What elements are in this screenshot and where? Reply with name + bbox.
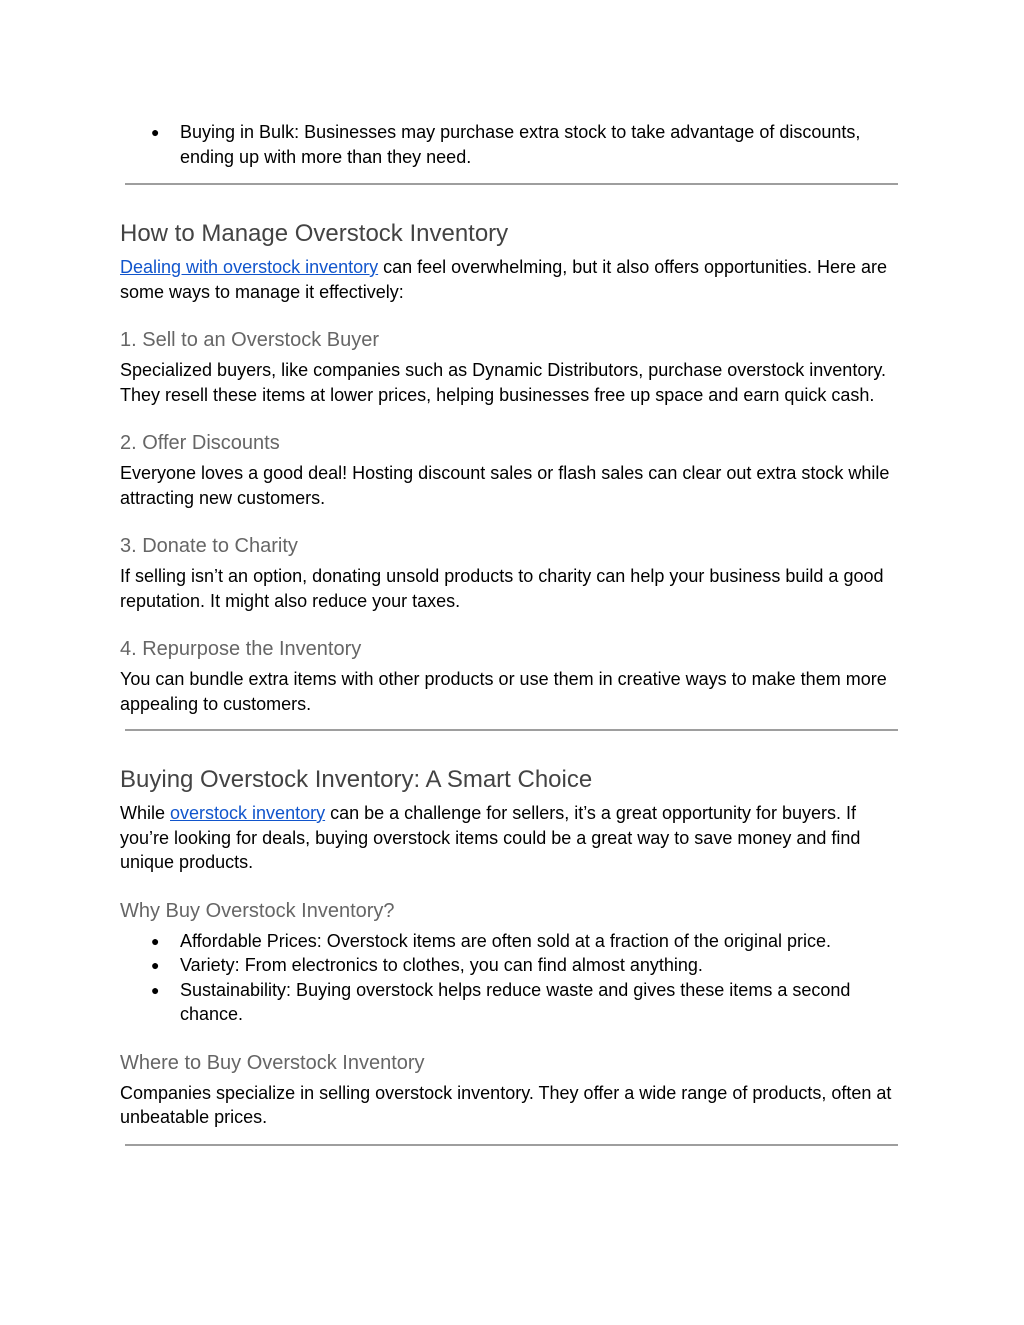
horizontal-rule — [125, 1144, 898, 1146]
dealing-with-overstock-link[interactable]: Dealing with overstock inventory — [120, 257, 379, 277]
discounts-paragraph: Everyone loves a good deal! Hosting discount sales or flash sales can clear out extra stock while attracting new customers. — [120, 463, 890, 508]
list-item — [151, 978, 910, 1027]
repurpose-paragraph: You can bundle extra items with other products or use them in creative ways to make them more appealing to customers. — [120, 669, 887, 714]
manage-intro-paragraph — [120, 255, 910, 304]
horizontal-rule — [125, 729, 898, 731]
bullet-icon: ● — [151, 981, 160, 998]
list-item — [151, 120, 910, 169]
list-item-text: Buying in Bulk: Businesses may purchase extra stock to take advantage of discounts, ending up with more than they need. — [180, 122, 861, 167]
section-heading-buying: Buying Overstock Inventory: A Smart Choice — [120, 766, 593, 793]
manage-intro-text: can feel overwhelming, but it also offers opportunities. Here are some ways to manage it effectively: — [120, 257, 888, 302]
list-item-text: Affordable Prices: Overstock items are often sold at a fraction of the original price. — [180, 930, 831, 951]
horizontal-rule — [125, 183, 898, 185]
bullet-icon: ● — [151, 957, 160, 973]
list-item-text: Variety: From electronics to clothes, you can find almost anything. — [180, 955, 703, 975]
sell-paragraph: Specialized buyers, like companies such as Dynamic Distributors, purchase overstock inventory. They resell these items at lower prices, helping businesses free up space and earn quick cash. — [120, 360, 886, 405]
why-buy-list — [120, 929, 910, 1027]
subheading-donate: 3. Donate to Charity — [120, 535, 298, 557]
buying-intro-before: While — [120, 803, 171, 823]
document-page — [120, 116, 910, 1146]
buying-intro-paragraph — [120, 801, 910, 875]
subheading-repurpose: 4. Repurpose the Inventory — [120, 638, 362, 660]
list-item-text: Sustainability: Buying overstock helps reduce waste and gives these items a second chance. — [180, 979, 851, 1024]
subheading-sell: 1. Sell to an Overstock Buyer — [120, 329, 380, 351]
subheading-where-buy: Where to Buy Overstock Inventory — [120, 1051, 425, 1074]
subheading-discounts: 2. Offer Discounts — [120, 432, 280, 454]
where-buy-paragraph: Companies specialize in selling overstock inventory. They offer a wide range of products, often at unbeatable prices. — [120, 1082, 892, 1127]
top-bullet-list — [120, 120, 910, 169]
overstock-inventory-link[interactable]: overstock inventory — [170, 803, 326, 823]
donate-paragraph: If selling isn’t an option, donating unsold products to charity can help your business build a good reputation. It might also reduce your taxes. — [120, 566, 884, 611]
bullet-icon: ● — [151, 932, 160, 949]
subheading-why-buy: Why Buy Overstock Inventory? — [120, 899, 395, 922]
buying-intro-after: can be a challenge for sellers, it’s a great opportunity for buyers. If you’re looking for deals, buying overstock items could be a great way to save money and find unique products. — [120, 803, 861, 872]
bullet-icon: ● — [151, 124, 160, 140]
list-item — [151, 953, 910, 978]
section-heading-manage: How to Manage Overstock Inventory — [120, 220, 509, 247]
list-item — [151, 929, 910, 954]
